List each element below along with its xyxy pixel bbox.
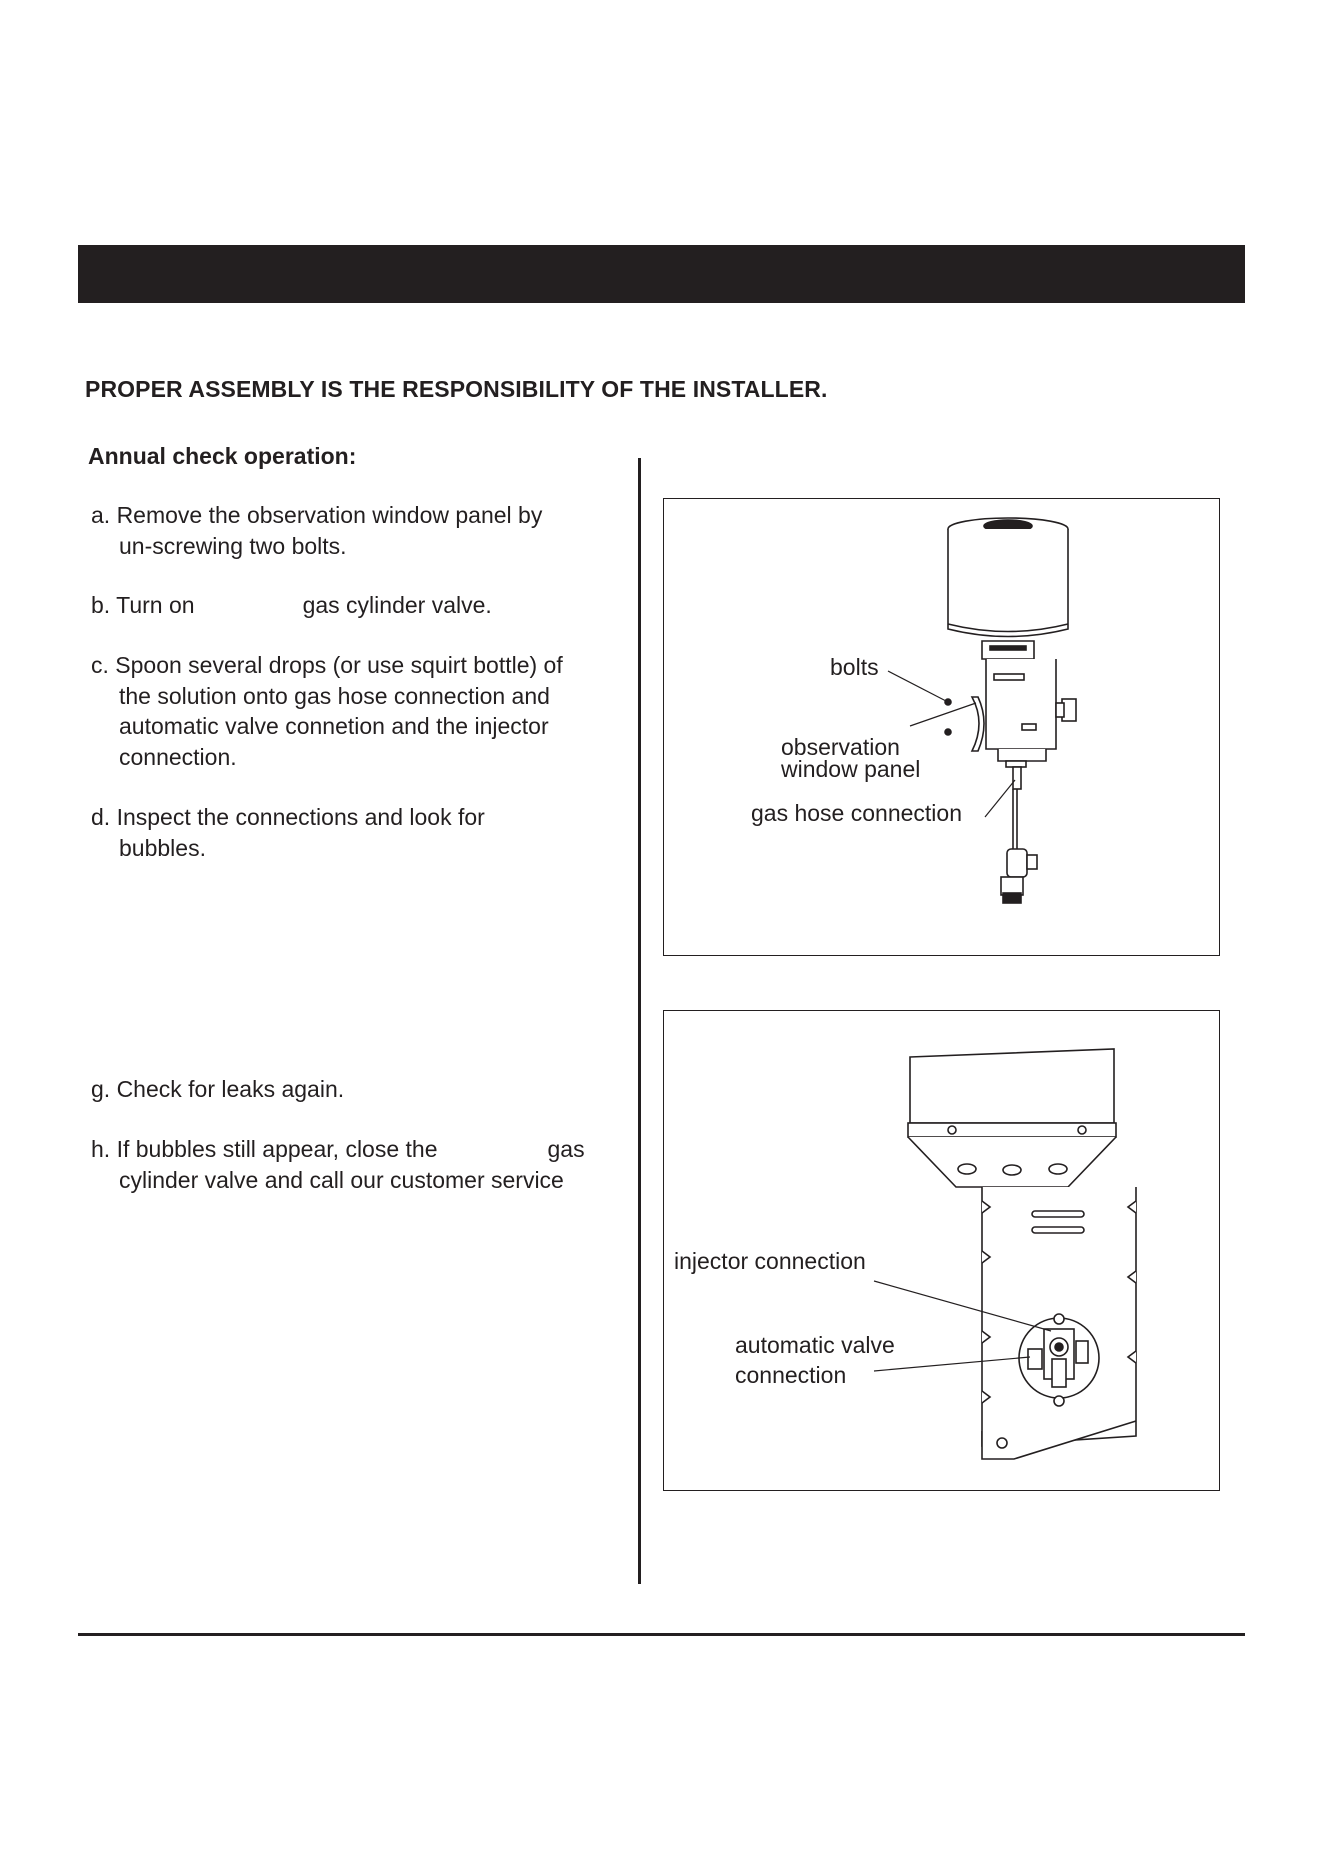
step-h-part2: gas <box>547 1136 585 1162</box>
step-c-line3: automatic valve connetion and the injector <box>119 713 549 739</box>
callout-observation: observation <box>781 734 900 760</box>
footer-divider <box>78 1633 1245 1636</box>
section-subheading: Annual check operation: <box>88 443 357 469</box>
header-banner <box>78 245 1245 303</box>
step-c-line2: the solution onto gas hose connection and <box>119 682 550 709</box>
heater-illustration <box>664 499 1221 957</box>
step-g <box>91 1074 344 1105</box>
step-a <box>91 500 542 561</box>
callout-injector-connection: injector connection <box>674 1248 866 1274</box>
step-d-line1: d. Inspect the connections and look for <box>91 804 485 830</box>
step-h <box>91 1134 585 1195</box>
step-c-line4: connection. <box>119 743 237 770</box>
step-d-line2: bubbles. <box>119 834 206 861</box>
step-d <box>91 802 485 863</box>
step-b-part1: b. Turn on <box>91 592 195 618</box>
step-h-line2: cylinder valve and call our customer service <box>119 1166 564 1193</box>
column-divider <box>638 458 641 1584</box>
figure-valve-closeup <box>663 1010 1220 1491</box>
step-a-line1: a. Remove the observation window panel by <box>91 502 543 528</box>
step-b <box>91 590 492 621</box>
step-c-line1: c. Spoon several drops (or use squirt bottle) of <box>91 652 563 678</box>
step-h-part1: h. If bubbles still appear, close the <box>91 1136 438 1162</box>
step-c <box>91 650 563 772</box>
step-a-line2: un-screwing two bolts. <box>119 532 347 559</box>
step-g-line1: g. Check for leaks again. <box>91 1076 345 1102</box>
step-b-part2: gas cylinder valve. <box>302 592 492 618</box>
callout-bolts: bolts <box>830 654 879 680</box>
page-heading: PROPER ASSEMBLY IS THE RESPONSIBILITY OF THE INSTALLER. <box>85 376 828 402</box>
figure-heater-overview <box>663 498 1220 956</box>
callout-gas-hose-connection: gas hose connection <box>751 800 962 826</box>
callout-connection: connection <box>735 1362 847 1388</box>
callout-window-panel: window panel <box>781 756 921 782</box>
callout-automatic-valve: automatic valve <box>735 1332 895 1358</box>
